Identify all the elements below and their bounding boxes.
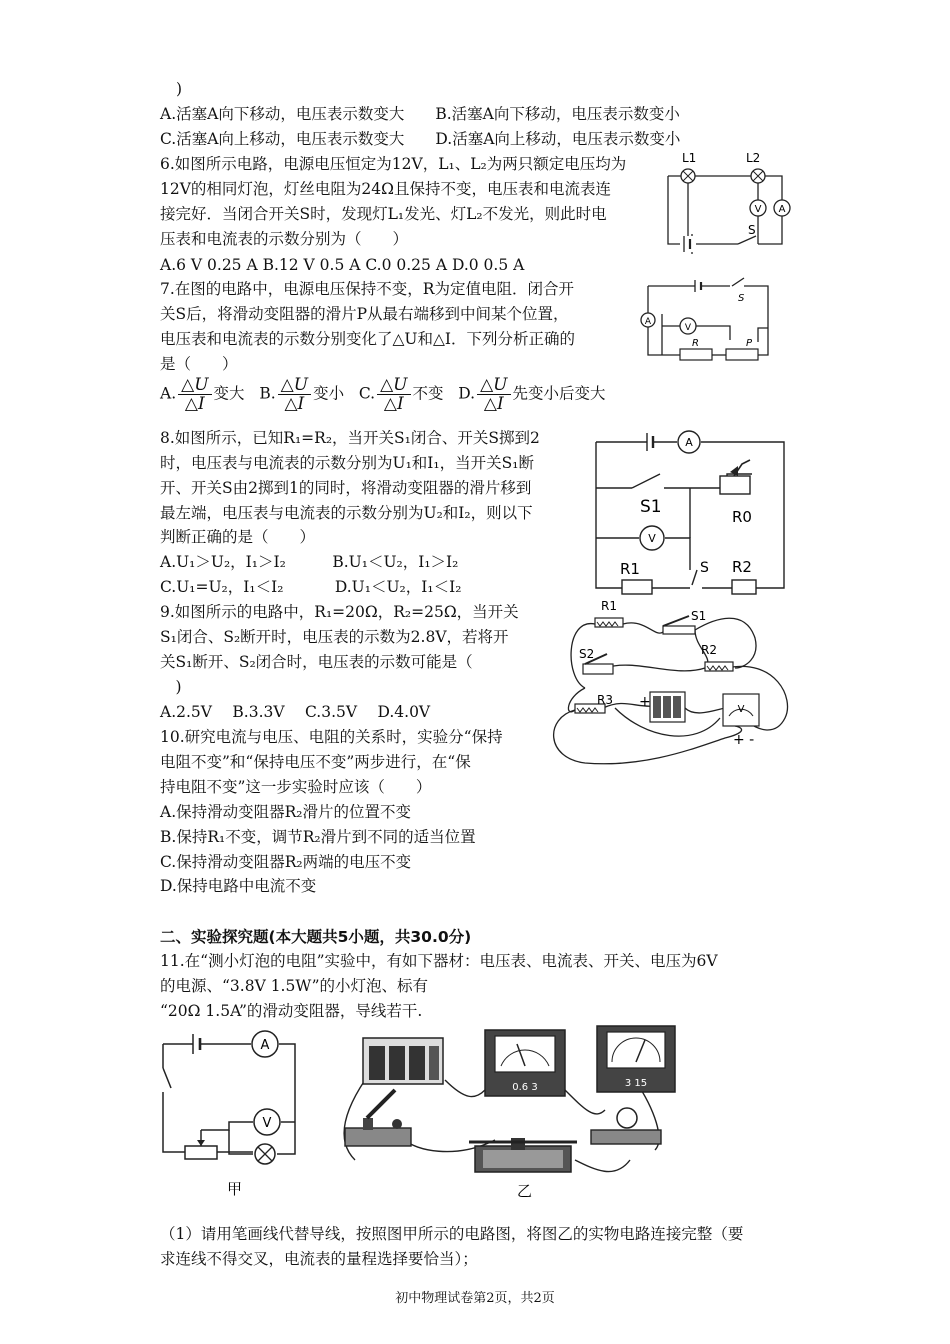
ammeter-icon (641, 313, 655, 327)
q8-stem-1: 8.如图所示，已知R₁=R₂，当开关S₁闭合、开关S掷到2 (160, 429, 540, 447)
battery-pack-icon (363, 1038, 443, 1084)
q5-paren: ) (176, 80, 183, 98)
q10-option-a: A.保持滑动变阻器R₂滑片的位置不变 (160, 803, 412, 821)
svg-text:3 15: 3 15 (624, 1078, 648, 1089)
q7-stem-4: 是（ ） (160, 355, 238, 373)
voltmeter-icon (680, 318, 696, 334)
q11-physical-yi (335, 1020, 675, 1200)
ammeter-icon (485, 1030, 565, 1096)
svg-text:R2: R2 (732, 558, 752, 576)
svg-text:R3: R3 (597, 693, 613, 707)
q6-stem-2: 12V的相同灯泡，灯丝电阻为24Ω且保持不变，电压表和电流表连 (160, 180, 611, 198)
q7-stem-3: 电压表和电流表的示数分别变化了△U和△I．下列分析正确的 (160, 330, 576, 348)
q10-option-c: C.保持滑动变阻器R₂两端的电压不变 (160, 853, 412, 871)
q7-option-a: A. $\frac{\triangle U}{\triangle I}$ 变大 (160, 375, 245, 414)
q6-stem-4: 压表和电流表的示数分别为（ ） (160, 230, 409, 248)
svg-text:V: V (754, 204, 762, 215)
q10-stem-1: 10.研究电流与电压、电阻的关系时，实验分“保持 (160, 728, 503, 746)
label-s: S (748, 223, 756, 237)
q6-options: A.6 V 0.25 A B.12 V 0.5 A C.0 0.25 A D.0 0.5 A (160, 256, 525, 274)
q8-stem-3: 开、开关S由2掷到1的同时，将滑动变阻器的滑片移到 (160, 479, 532, 497)
q5-option-ab: A.活塞A向下移动，电压表示数变大 B.活塞A向下移动，电压表示数变小 (160, 105, 680, 123)
q6-stem-3: 接完好．当闭合开关S时，发现灯L₁发光、灯L₂不发光，则此时电 (160, 205, 607, 223)
switch-s2-icon (583, 664, 613, 674)
label-l2: L2 (746, 151, 761, 165)
resistor-r-icon (680, 349, 712, 360)
lamp-l2-icon (751, 169, 765, 183)
lamp-l1-icon (681, 169, 695, 183)
lamp-icon (255, 1144, 275, 1164)
q11-stem-1: 11.在“测小灯泡的电阻”实验中，有如下器材：电压表、电流表、开关、电压为6V (160, 952, 718, 970)
svg-text:P: P (746, 338, 753, 349)
q9-stem-1: 9.如图所示的电路中，R₁=20Ω，R₂=25Ω，当开关 (160, 603, 519, 621)
rheostat-icon (469, 1138, 577, 1172)
voltmeter-icon (597, 1026, 675, 1092)
q9-circuit-diagram (545, 598, 795, 768)
svg-text:+: + (639, 694, 651, 710)
voltmeter-icon (254, 1109, 280, 1135)
svg-text:R1: R1 (601, 599, 617, 613)
svg-text:A: A (644, 317, 652, 327)
resistor-r2-icon (732, 580, 756, 594)
q7-option-c: C. $\frac{\triangle U}{\triangle I}$ 不变 (358, 375, 444, 414)
q9-options: A.2.5V B.3.3V C.3.5V D.4.0V (160, 703, 431, 721)
q11-stem-2: 的电源、“3.8V 1.5W”的小灯泡、标有 (160, 977, 428, 995)
q10-option-d: D.保持电路中电流不变 (160, 877, 317, 895)
voltmeter-icon (640, 526, 664, 550)
label-yi: 乙 (517, 1182, 533, 1200)
q11-part1-line2: 求连线不得交叉，电流表的量程选择要恰当）； (160, 1250, 478, 1268)
q9-stem-2: S₁闭合、S₂断开时，电压表的示数为2.8V，若将开 (160, 628, 509, 646)
q11-circuit-jia (155, 1030, 325, 1200)
svg-text:A: A (685, 436, 693, 449)
voltmeter-icon (750, 200, 766, 216)
page-footer: 初中物理试卷第2页，共2页 (395, 1291, 555, 1306)
q8-stem-4: 最左端，电压表与电流表的示数分别为U₂和I₂，则以下 (160, 504, 533, 522)
q8-stem-2: 时，电压表与电流表的示数分别为U₁和I₁，当开关S₁断 (160, 454, 534, 472)
svg-text:V: V (262, 1116, 272, 1131)
rheostat-icon (185, 1146, 217, 1159)
q6-circuit-diagram (660, 148, 800, 256)
q8-circuit-diagram (592, 430, 792, 595)
svg-text:V: V (684, 323, 692, 333)
q7-option-d: D. $\frac{\triangle U}{\triangle I}$ 先变小后变大 (458, 375, 606, 414)
svg-text:0.6 3: 0.6 3 (512, 1082, 538, 1093)
q9-stem-4: ) (160, 678, 182, 696)
q8-option-ab: A.U₁＞U₂，I₁＞I₂ B.U₁＜U₂，I₁＞I₂ (160, 553, 459, 571)
svg-text:+ -: + - (733, 732, 755, 748)
svg-text:R0: R0 (732, 508, 752, 526)
q10-stem-3: 持电阻不变”这一步实验时应该（ ） (160, 778, 432, 796)
svg-text:S1: S1 (691, 609, 707, 623)
switch-s1-icon (663, 626, 695, 634)
svg-text:S1: S1 (640, 497, 662, 517)
svg-text:R1: R1 (620, 560, 640, 578)
q7-option-b: B. $\frac{\triangle U}{\triangle I}$ 变小 (259, 375, 345, 414)
q11-part1-line1: （1）请用笔画线代替导线，按照图甲所示的电路图，将图乙的实物电路连接完整（要 (160, 1225, 744, 1243)
q10-option-b: B.保持R₁不变，调节R₂滑片到不同的适当位置 (160, 828, 476, 846)
ammeter-icon (774, 200, 790, 216)
svg-text:V: V (648, 532, 656, 545)
svg-text:S: S (738, 293, 745, 304)
svg-text:A: A (260, 1038, 270, 1053)
rheostat-r0-icon (720, 476, 750, 494)
rheostat-icon (726, 349, 758, 360)
ammeter-icon (678, 431, 700, 453)
svg-text:V: V (737, 704, 745, 715)
svg-text:R2: R2 (701, 643, 717, 657)
q5-option-cd: C.活塞A向上移动，电压表示数变大 D.活塞A向上移动，电压表示数变小 (160, 130, 681, 148)
q9-stem-3: 关S₁断开、S₂闭合时，电压表的示数可能是（ (160, 653, 473, 671)
q8-option-cd: C.U₁=U₂，I₁＜I₂ D.U₁＜U₂，I₁＜I₂ (160, 578, 462, 596)
q11-stem-3: “20Ω 1.5A”的滑动变阻器，导线若干. (160, 1002, 423, 1020)
svg-text:A: A (778, 204, 786, 215)
svg-text:R: R (692, 338, 699, 349)
q7-stem-2: 关S后，将滑动变阻器的滑片P从最右端移到中间某个位置， (160, 305, 569, 323)
section-title: 二、实验探究题(本大题共5小题，共30.0分) (160, 928, 472, 946)
q7-stem-1: 7.在图的电路中，电源电压保持不变，R为定值电阻．闭合开 (160, 280, 574, 298)
svg-text:S: S (700, 560, 709, 576)
q10-stem-2: 电阻不变”和“保持电压不变”两步进行，在“保 (160, 753, 471, 771)
q6-stem-1: 6.如图所示电路，电源电压恒定为12V，L₁、L₂为两只额定电压均为 (160, 155, 627, 173)
svg-text:S2: S2 (579, 647, 595, 661)
label-jia: 甲 (227, 1180, 243, 1198)
q7-options (160, 376, 606, 413)
ammeter-icon (252, 1031, 278, 1057)
q7-circuit-diagram (640, 278, 780, 363)
q8-stem-5: 判断正确的是（ ） (160, 528, 316, 546)
label-l1: L1 (682, 151, 697, 165)
resistor-r1-icon (622, 580, 652, 594)
